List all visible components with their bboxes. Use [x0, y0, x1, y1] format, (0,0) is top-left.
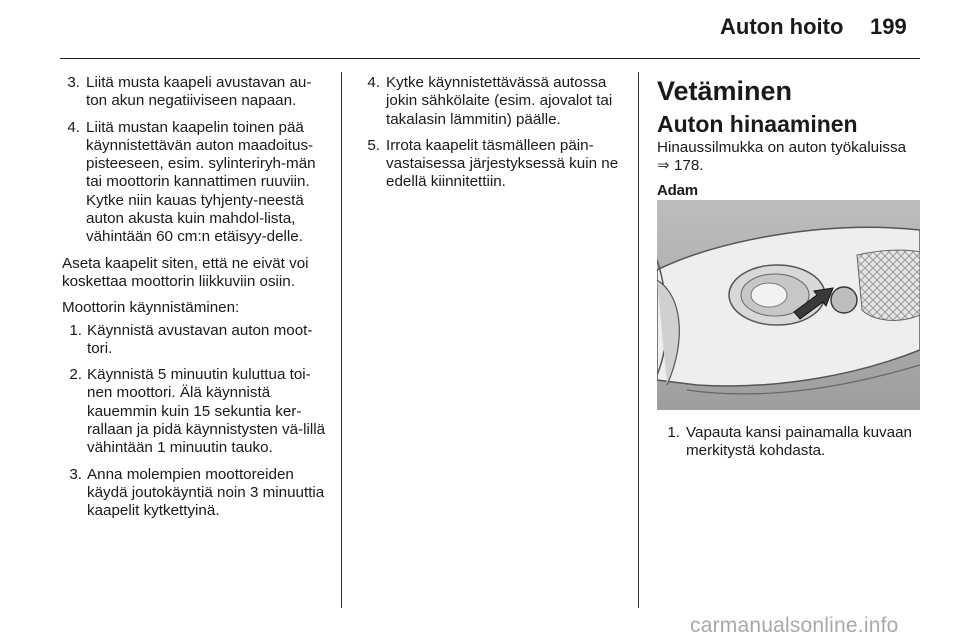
step-number: 3. [69, 465, 82, 483]
step-number: 1. [667, 423, 680, 441]
paragraph: Moottorin käynnistäminen: [62, 299, 240, 317]
step-text: Liitä musta kaapeli avustavan au-ton akun negatiiviseen napaan. [86, 74, 312, 110]
step-text: Irrota kaapelit täsmälleen päin-vastaisessa järjestyksessä kuin ne edellä kiinnitettiin. [386, 136, 619, 191]
list-item [62, 74, 326, 111]
column-divider-2 [638, 72, 639, 608]
paragraph [657, 139, 920, 176]
list-item [62, 322, 326, 359]
list-item [62, 366, 326, 457]
bumper-illustration [657, 200, 920, 410]
column-2 [362, 74, 624, 200]
list-item [62, 466, 326, 521]
steps-list-continued [62, 74, 326, 247]
column-1 [62, 74, 326, 529]
step-text: Vapauta kansi painamalla kuvaan merkitystä kohdasta. [686, 423, 912, 460]
page-reference: 178. [673, 157, 704, 175]
subsection-heading: Auton hinaaminen [657, 111, 858, 137]
intro-text: Hinaussilmukka on auton työkaluissa [657, 139, 907, 156]
section-title: Auton hoito [720, 14, 844, 39]
page-reference-icon: ⇒ [657, 157, 670, 175]
step-text: Käynnistä 5 minuutin kuluttua toi-nen moottori. Älä käynnistä kauemmin kuin 15 sekuntia ker-rallaan ja pidä käynnistysten vä-lillä vähintään 1 minuutin tauko. [87, 366, 326, 457]
list-item [362, 74, 624, 129]
watermark: carmanualsonline.info [690, 614, 899, 637]
column-3 [657, 76, 920, 468]
step-number: 3. [67, 74, 80, 91]
list-item [362, 137, 624, 192]
step-number: 1. [69, 321, 82, 339]
step-text: Kytke käynnistettävässä autossa jokin sähkölaite (esim. ajovalot tai takalasin lämmitin) päälle. [386, 74, 613, 128]
figure-label: Adam [657, 181, 698, 199]
list-item [62, 119, 326, 247]
column-divider-1 [341, 72, 342, 608]
page-number: 199 [870, 14, 907, 39]
header-divider [60, 58, 920, 59]
towing-steps-list [657, 424, 920, 461]
paragraph: Aseta kaapelit siten, että ne eivät voi koskettaa moottorin liikkuviin osiin. [62, 254, 309, 290]
step-number: 5. [367, 136, 380, 154]
step-text: Anna molempien moottoreiden käydä joutokäyntiä noin 3 minuuttia kaapelit kytkettyinä. [87, 465, 325, 520]
step-text: Käynnistä avustavan auton moot-tori. [87, 321, 313, 357]
step-text: Liitä mustan kaapelin toinen pää käynnistettävän auton maadoitus-pisteeseen, esim. sylinteriryh-män tai moottorin kannattimen ruuviin. Kytke niin kauas tyhjenty-neestä auton akusta kuin mahdol-lista, vähintään 60 cm:n etäisyy-delle. [86, 118, 316, 246]
steps-list-continued [362, 74, 624, 192]
step-number: 4. [367, 74, 380, 91]
section-heading: Vetäminen [657, 76, 793, 106]
start-steps-list [62, 322, 326, 521]
step-number: 2. [69, 366, 82, 384]
step-number: 4. [67, 118, 80, 136]
list-item [657, 424, 920, 461]
